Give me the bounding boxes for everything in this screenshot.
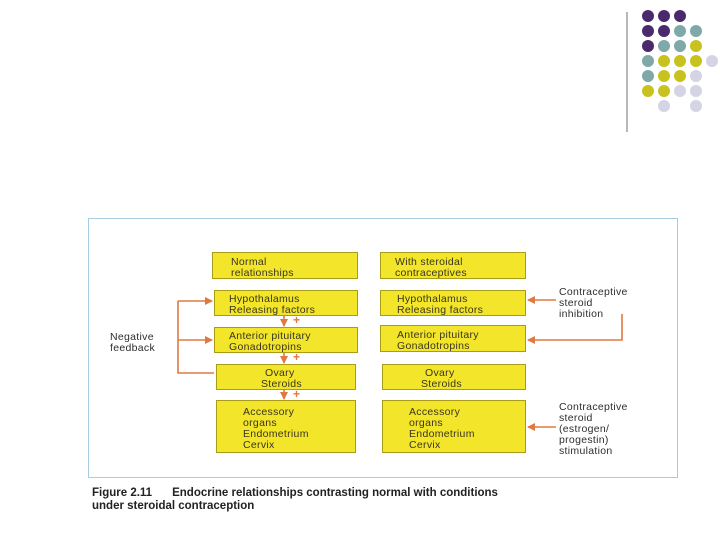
box-text: Ovary (265, 367, 295, 379)
box-text: Hypothalamus (229, 293, 300, 305)
box-text: Gonadotropins (229, 341, 302, 353)
negative-feedback-label (110, 332, 155, 354)
caption-line-2: under steroidal contraception (92, 500, 255, 512)
caption-text: Endocrine relationships contrasting normal with conditions (172, 487, 498, 499)
box-text: organs (243, 417, 277, 429)
box-text: Releasing factors (397, 304, 484, 316)
label-text: inhibition (559, 308, 604, 320)
box-text: relationships (231, 267, 294, 279)
box-text: Cervix (243, 439, 275, 451)
plus-mark: + (293, 387, 301, 401)
figure-caption (92, 487, 672, 513)
box-text: Releasing factors (229, 304, 316, 316)
box-text: With steroidal (395, 256, 463, 268)
contraceptive-stimulation-label (559, 402, 628, 457)
box-text: Cervix (409, 439, 441, 451)
label-text: Negative (110, 331, 154, 343)
box-text: Endometrium (409, 428, 475, 440)
box-text: Accessory (409, 406, 461, 418)
figure-number: Figure 2.11 (92, 487, 153, 499)
label-text: Contraceptive (559, 286, 628, 298)
box-text: contraceptives (395, 267, 467, 279)
box-text: Anterior pituitary (397, 329, 479, 341)
feedback-vertical-line (178, 301, 214, 373)
box-text: organs (409, 417, 443, 429)
label-text: progestin) (559, 434, 609, 446)
label-text: steroid (559, 297, 593, 309)
box-text: Accessory (243, 406, 295, 418)
box-text: Steroids (421, 378, 462, 390)
box-text: Hypothalamus (397, 293, 468, 305)
caption-line-1 (92, 487, 672, 500)
box-text: Normal (231, 256, 267, 268)
box-text: Endometrium (243, 428, 309, 440)
label-text: stimulation (559, 445, 613, 457)
label-text: steroid (559, 412, 593, 424)
box-text: Gonadotropins (397, 340, 470, 352)
box-text: Anterior pituitary (229, 330, 311, 342)
label-text: Contraceptive (559, 401, 628, 413)
box-text: Steroids (261, 378, 302, 390)
contraceptive-inhibition-label (559, 287, 628, 320)
label-text: feedback (110, 342, 156, 354)
label-text: (estrogen/ (559, 423, 610, 435)
plus-mark: + (293, 313, 301, 327)
box-text: Ovary (425, 367, 455, 379)
plus-mark: + (293, 350, 301, 364)
